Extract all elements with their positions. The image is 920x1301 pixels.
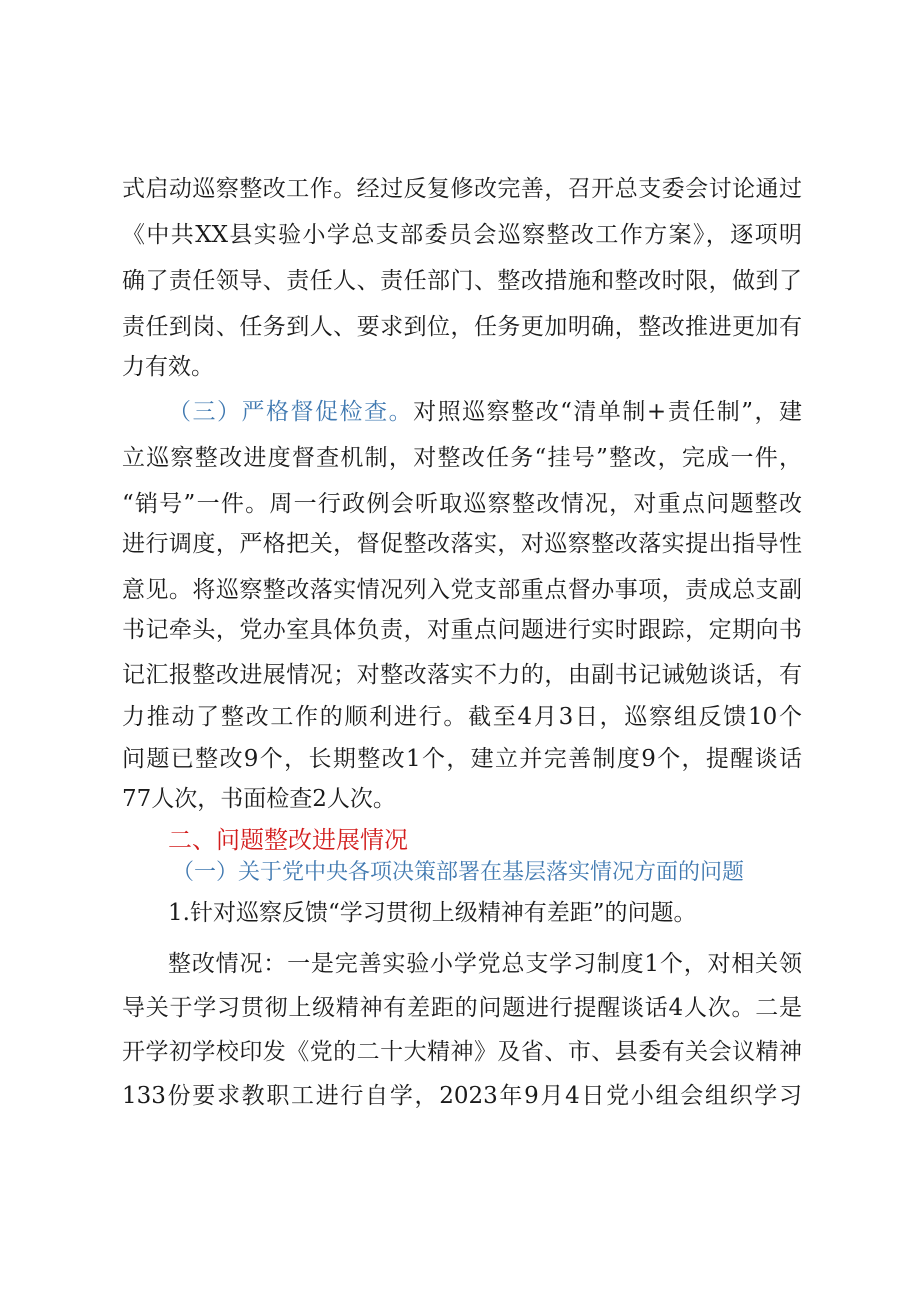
paragraph-line: 力有效。 xyxy=(122,354,214,380)
paragraph-line: 整改情况：一是完善实验小学党总支学习制度1个，对相关领 xyxy=(168,951,802,977)
paragraph-line: 书记牵头，党办室具体负责，对重点问题进行实时跟踪，定期向书 xyxy=(122,617,802,643)
subsection-heading: （三）严格督促检查。 xyxy=(168,399,414,425)
paragraph-line: “销号”一件。周一行政例会听取巡察整改情况，对重点问题整改 xyxy=(122,491,802,517)
subsection-title: （一）关于党中央各项决策部署在基层落实情况方面的问题 xyxy=(172,860,745,885)
paragraph-line: 记汇报整改进展情况；对整改落实不力的，由副书记诫勉谈话，有 xyxy=(122,662,802,688)
paragraph-line: 开学初学校印发《党的二十大精神》及省、市、县委有关会议精神 xyxy=(122,1039,802,1065)
paragraph-line: 问题已整改9个，长期整改1个，建立并完善制度9个，提醒谈话 xyxy=(122,746,802,772)
paragraph-line: 式启动巡察整改工作。经过反复修改完善，召开总支委会讨论通过 xyxy=(122,176,802,202)
section-title: 二、问题整改进展情况 xyxy=(168,826,408,854)
paragraph-line: 立巡察整改进度督查机制，对整改任务“挂号”整改，完成一件， xyxy=(122,445,802,471)
paragraph-line-with-heading xyxy=(168,397,802,427)
list-item: 1.针对巡察反馈“学习贯彻上级精神有差距”的问题。 xyxy=(168,900,697,926)
paragraph-line: 力推动了整改工作的顺利进行。截至4月3日，巡察组反馈10个 xyxy=(122,704,802,730)
paragraph-line: 导关于学习贯彻上级精神有差距的问题进行提醒谈话4人次。二是 xyxy=(122,995,802,1021)
paragraph-line: 《中共XX县实验小学总支部委员会巡察整改工作方案》，逐项明 xyxy=(122,222,802,248)
paragraph-line: 进行调度，严格把关，督促整改落实，对巡察整改落实提出指导性 xyxy=(122,531,802,557)
paragraph-line: 133份要求教职工进行自学，2023年9月4日党小组会组织学习 xyxy=(122,1083,802,1109)
paragraph-line: 责任到岗、任务到人、要求到位，任务更加明确，整改推进更加有 xyxy=(122,314,802,340)
paragraph-line: 77人次，书面检查2人次。 xyxy=(122,786,396,812)
paragraph-line: 确了责任领导、责任人、责任部门、整改措施和整改时限，做到了 xyxy=(122,268,802,294)
paragraph-line: 意见。将巡察整改落实情况列入党支部重点督办事项，责成总支副 xyxy=(122,577,802,603)
paragraph-text: 对照巡察整改“清单制+责任制”，建 xyxy=(413,399,802,425)
